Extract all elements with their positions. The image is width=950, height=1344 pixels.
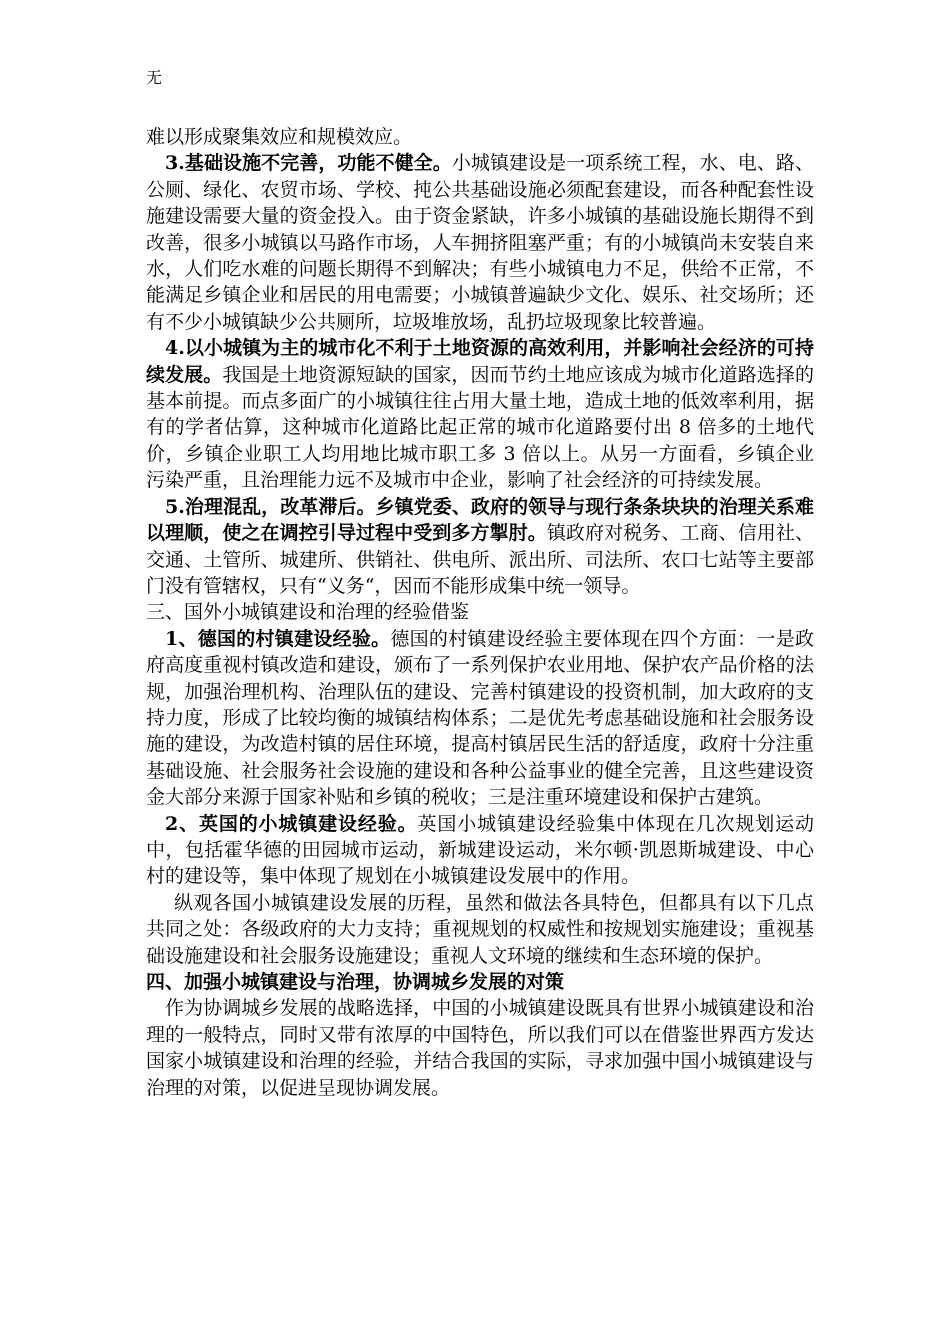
heading-text: 四、加强小城镇建设与治理，协调城乡发展的对策	[146, 971, 565, 993]
paragraph-text: 作为协调城乡发展的战略选择，中国的小城镇建设既具有世界小城镇建设和治理的一般特点，同时又带有浓厚的中国特色，所以我们可以在借鉴世界西方发达国家小城镇建设和治理的经验，并结合我国的实际，寻求加强中国小城镇建设与治理的对策，以促进呈现协调发展。	[146, 997, 814, 1099]
paragraph-infrastructure	[146, 150, 814, 335]
paragraph-text: 德国的村镇建设经验主要体现在四个方面：一是政府高度重视村镇改造和建设，颁布了一系列保护农业用地、保护农产品价格的法规，加强治理机构、治理队伍的建设、完善村镇建设的投资机制，加大政府的支持力度，形成了比较均衡的城镇结构体系；二是优先考虑基础设施和社会服务设施的建设，为改造村镇的居住环境，提高村镇居民生活的舒适度，政府十分注重基础设施、社会服务社会设施的建设和各种公益事业的健全完善，且这些建设资金大部分来源于国家补贴和乡镇的税收；三是注重环境建设和保护古建筑。	[146, 627, 814, 809]
paragraph-germany	[146, 626, 814, 811]
paragraph-lead: 2、英国的小城镇建设经验。	[165, 812, 418, 835]
heading-text: 三、国外小城镇建设和治理的经验借鉴	[146, 601, 470, 624]
paragraph-text: 难以形成聚集效应和规模效应。	[146, 126, 413, 148]
paragraph-governance	[146, 494, 814, 600]
paragraph-text: 我国是土地资源短缺的国家，因而节约土地应该成为城市化道路选择的基本前提。而点多面广的小城镇往往占用大量土地，造成土地的低效率利用，据有的学者估算，这种城市化道路比起正常的城市化道路要付出 8 倍多的土地代价，乡镇企业职工人均用地比城市职工多 3 倍以上。从另一方面看，乡镇企业污染严重，且治理能力远不及城市中企业，影响了社会经济的可持续发展。	[146, 363, 814, 492]
paragraph-text: 镇政府对税务、工商、信用社、交通、土管所、城建所、供销社、供电所、派出所、司法所、农口七站等主要部门没有管辖权，只有“义务“，因而不能形成集中统一领导。	[146, 522, 814, 597]
paragraph-text: 纵观各国小城镇建设发展的历程，虽然和做法各具特色，但都具有以下几点共同之处：各级政府的大力支持；重视规划的权威性和按规划实施建设；重视基础设施建设和社会服务设施建设；重视人文环境的继续和生态环境的保护。	[146, 891, 814, 967]
paragraph-uk	[146, 811, 814, 890]
page-header: 无	[146, 68, 163, 87]
paragraph-text: 小城镇建设是一项系统工程，水、电、路、公厕、绿化、农贸市场、学校、扽公共基础设施必须配套建设，而各种配套性设施建设需要大量的资金投入。由于资金紧缺，许多小城镇的基础设施长期得不到改善，很多小城镇以马路作市场，人车拥挤阻塞严重；有的小城镇尚未安装自来水，人们吃水难的问题长期得不到解决；有些小城镇电力不足，供给不正常，不能满足乡镇企业和居民的用电需要；小城镇普遍缺少文化、娱乐、社交场所；还有不少小城镇缺少公共厕所，垃圾堆放场，乱扔垃圾现象比较普遍。	[146, 152, 814, 333]
paragraph-lead: 4.以小城镇为主的城市化不利于土地资源的高效利用，并影响社会经济的可持续发展。	[146, 337, 814, 386]
paragraph-strategy	[146, 995, 814, 1101]
paragraph-summary	[146, 890, 814, 969]
paragraph-land-use	[146, 335, 814, 493]
section-heading-three	[146, 599, 814, 625]
paragraph-lead: 1、德国的村镇建设经验。	[165, 627, 391, 650]
section-heading-four	[146, 969, 814, 995]
paragraph-continuation	[146, 124, 814, 150]
paragraph-text: 英国小城镇建设经验集中体现在几次规划运动中，包括霍华德的田园城市运动，新城建设运动，米尔顿·凯恩斯城建设、中心村的建设等，集中体现了规划在小城镇建设发展中的作用。	[146, 812, 814, 888]
document-body	[146, 124, 814, 1101]
paragraph-lead: 5.治理混乱，改革滞后。乡镇党委、政府的领导与现行条条块块的治理关系难以理顺，使之在调控引导过程中受到多方掣肘。	[146, 495, 814, 545]
paragraph-lead: 3.基础设施不完善，功能不健全。	[165, 152, 452, 175]
